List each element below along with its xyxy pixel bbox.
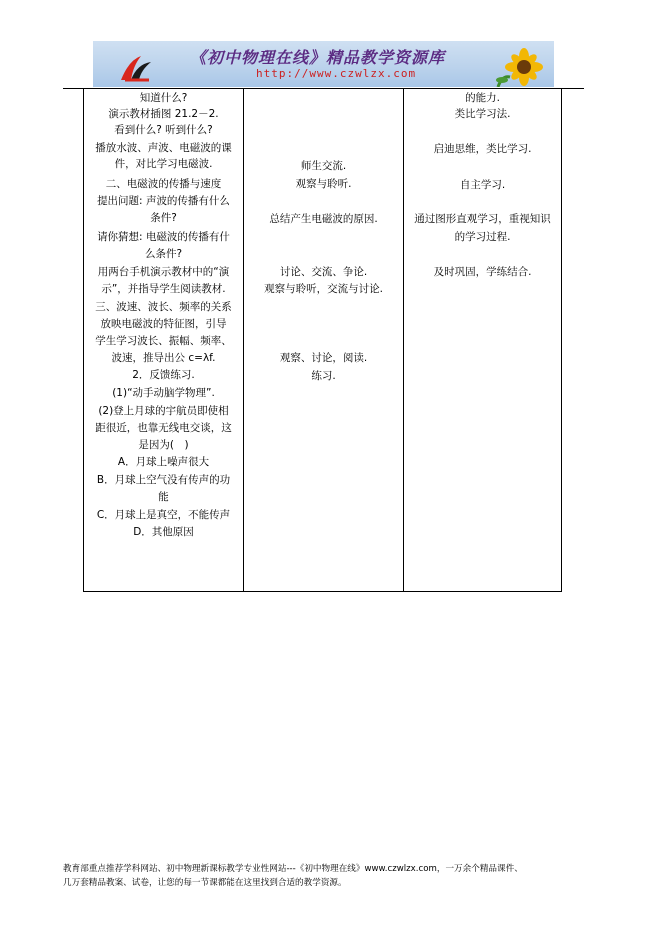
sunflower-icon — [494, 47, 546, 87]
table-cell-line: 示”，并指导学生阅读教材. — [101, 283, 226, 295]
table-cell-line: 通过图形直观学习，重视知识 — [414, 213, 551, 225]
table-cell-line: 二、电磁波的传播与速度 — [105, 178, 222, 190]
table-cell-line: 总结产生电磁波的原因. — [269, 213, 378, 225]
header-banner — [93, 41, 554, 87]
table-cell-line: 自主学习. — [459, 179, 506, 191]
table-cell-line: 请你猜想: 电磁波的传播有什 — [97, 231, 230, 243]
table-cell-line: 的学习过程. — [454, 231, 511, 243]
table-cell-line: 及时巩固，学练结合. — [433, 266, 532, 278]
table-cell-line: 条件? — [150, 212, 177, 224]
banner-title: 《初中物理在线》精品教学资源库 — [190, 48, 446, 67]
table-cell-line: (1)“动手动脑学物理”. — [112, 387, 215, 399]
table-cell-line: 距很近，也靠无线电交谈，这 — [95, 422, 232, 434]
student-activity-column — [244, 89, 404, 591]
footer-line-2: 几万套精品教案、试卷，让您的每一节课都能在这里找到合适的教学资源。 — [63, 878, 347, 888]
footer-line-1: 教育部重点推荐学科网站、初中物理新课标教学专业性网站---《初中物理在线》www.czwlzx.com，一万余个精品课件、 — [63, 864, 523, 874]
design-intent-column — [404, 89, 561, 591]
table-cell-line: 练习. — [311, 370, 336, 382]
table-cell-line: 观察与聆听，交流与讨论. — [264, 283, 383, 295]
lesson-plan-table — [83, 88, 562, 592]
table-cell-line: 件，对比学习电磁波. — [114, 158, 213, 170]
table-cell-line: 能 — [158, 491, 169, 503]
page-footer — [63, 862, 603, 890]
table-cell-line: 2．反馈练习. — [132, 369, 195, 381]
table-cell-line: 么条件? — [144, 248, 183, 260]
table-cell-line: 知道什么? — [139, 92, 188, 104]
table-cell-line: 观察、讨论，阅读. — [279, 352, 368, 364]
table-cell-line: 师生交流. — [300, 160, 347, 172]
table-cell-line: 看到什么? 听到什么? — [114, 124, 213, 136]
banner-url[interactable]: http://www.czwlzx.com — [256, 67, 417, 80]
table-cell-line: 讨论、交流、争论. — [279, 266, 368, 278]
table-cell-line: 是因为( ) — [138, 439, 189, 451]
table-cell-line: C．月球上是真空，不能传声 — [96, 509, 231, 521]
table-cell-line: (2)登上月球的宇航员即使相 — [98, 405, 229, 417]
table-cell-line: 播放水波、声波、电磁波的课 — [95, 142, 232, 154]
table-cell-line: 演示教材插图 21.2－2. — [108, 108, 219, 120]
table-cell-line: 观察与聆听. — [295, 178, 352, 190]
table-cell-line: 学生学习波长、振幅、频率、 — [95, 335, 232, 347]
table-cell-line: 三、波速、波长、频率的关系 — [95, 301, 232, 313]
table-cell-line: 类比学习法. — [454, 108, 511, 120]
site-logo-icon — [119, 50, 153, 84]
table-cell-line: 用两台手机演示教材中的“演 — [97, 266, 230, 278]
table-cell-line: B．月球上空气没有传声的功 — [96, 474, 231, 486]
table-cell-line: 的能力. — [465, 92, 500, 104]
table-cell-line: 提出问题: 声波的传播有什么 — [97, 195, 230, 207]
table-cell-line: A．月球上噪声很大 — [117, 456, 210, 468]
teacher-activity-column — [84, 89, 244, 591]
table-cell-line: 放映电磁波的特征图，引导 — [100, 318, 227, 330]
table-cell-line: 波速，推导出公 c=λf. — [111, 352, 216, 364]
table-cell-line: D．其他原因 — [133, 526, 194, 538]
table-cell-line: 启迪思维，类比学习. — [433, 143, 532, 155]
